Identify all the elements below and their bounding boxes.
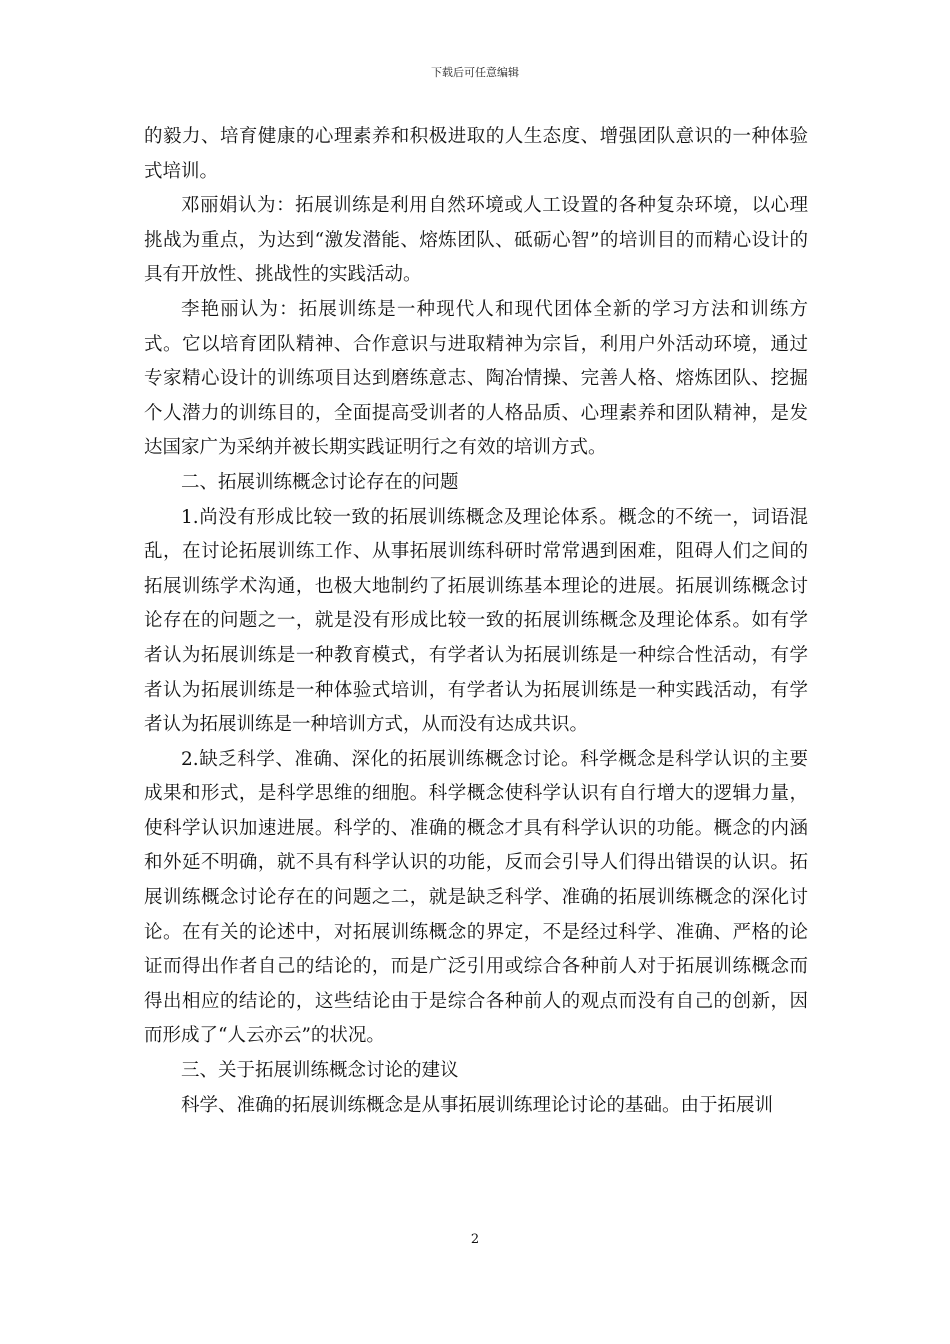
page-number: 2: [470, 1232, 480, 1247]
paragraph-suggestions-start: 科学、准确的拓展训练概念是从事拓展训练理论讨论的基础。由于拓展训: [181, 1094, 774, 1116]
paragraph-deng-lijuan-definition: 邓丽娟认为：拓展训练是利用自然环境或人工设置的各种复杂环境，以心理挑战为重点，为达到“激发潜能、熔炼团队、砥砺心智”的培训目的而精心设计的具有开放性、挑战性的实践活动。: [144, 195, 808, 286]
paragraph-continuation: 的毅力、培育健康的心理素养和积极进取的人生态度、增强团队意识的一种体验式培训。: [144, 126, 808, 182]
section-heading-problems: 二、拓展训练概念讨论存在的问题: [181, 471, 459, 493]
document-body: [144, 120, 808, 1123]
paragraph-problem-2: 2.缺乏科学、准确、深化的拓展训练概念讨论。科学概念是科学认识的主要成果和形式，是科学思维的细胞。科学概念使科学认识有自行增大的逻辑力量，使科学认识加速进展。科学的、准确的概念才具有科学认识的功能。概念的内涵和外延不明确，就不具有科学认识的功能，反而会引导人们得出错误的认识。拓展训练概念讨论存在的问题之二，就是缺乏科学、准确的拓展训练概念的深化讨论。在有关的论述中，对拓展训练概念的界定，不是经过科学、准确、严格的论证而得出作者自己的结论的，而是广泛引用或综合各种前人对于拓展训练概念而得出相应的结论的，这些结论由于是综合各种前人的观点而没有自己的创新，因而形成了“人云亦云”的状况。: [144, 748, 808, 1047]
section-heading-suggestions: 三、关于拓展训练概念讨论的建议: [181, 1060, 459, 1082]
paragraph-problem-1: 1.尚没有形成比较一致的拓展训练概念及理论体系。概念的不统一，词语混乱，在讨论拓展训练工作、从事拓展训练科研时常常遇到困难，阻碍人们之间的拓展训练学术沟通，也极大地制约了拓展训练基本理论的进展。拓展训练概念讨论存在的问题之一，就是没有形成比较一致的拓展训练概念及理论体系。如有学者认为拓展训练是一种教育模式，有学者认为拓展训练是一种综合性活动，有学者认为拓展训练是一种体验式培训，有学者认为拓展训练是一种实践活动，有学者认为拓展训练是一种培训方式，从而没有达成共识。: [144, 506, 808, 736]
paragraph-li-yanli-definition: 李艳丽认为：拓展训练是一种现代人和现代团体全新的学习方法和训练方式。它以培育团队精神、合作意识与进取精神为宗旨，利用户外活动环境，通过专家精心设计的训练项目达到磨练意志、陶冶情操、完善人格、熔炼团队、挖掘个人潜力的训练目的，全面提高受训者的人格品质、心理素养和团队精神，是发达国家广为采纳并被长期实践证明行之有效的培训方式。: [144, 298, 808, 459]
page-header-note: 下载后可任意编辑: [431, 66, 519, 79]
